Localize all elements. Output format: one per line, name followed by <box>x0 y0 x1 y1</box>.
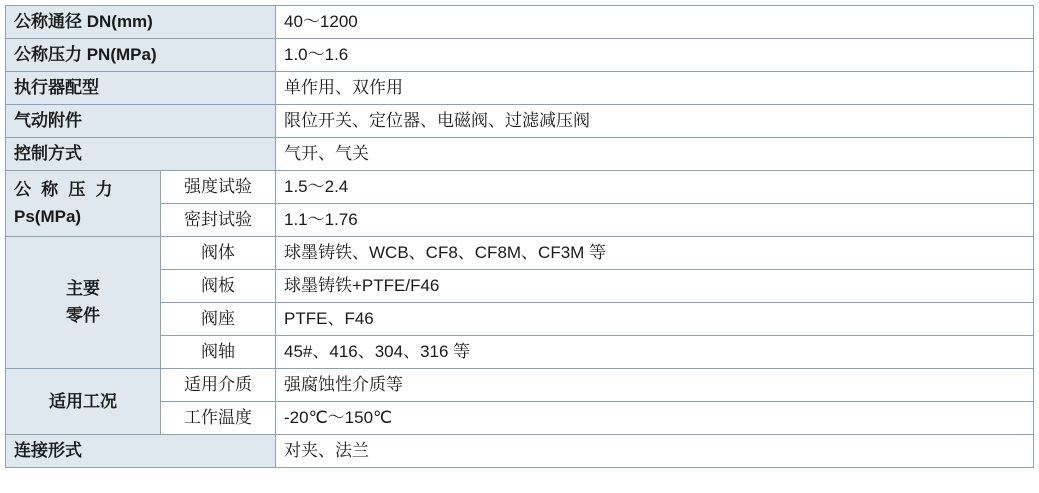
row-value-nominal-diameter: 40～1200 <box>276 6 1034 39</box>
row-label-nominal-diameter: 公称通径 DN(mm) <box>6 6 276 39</box>
row-value-valve-seat: PTFE、F46 <box>276 303 1034 336</box>
table-row <box>6 138 1034 171</box>
group-label-main-parts-line1: 主要 <box>66 279 100 299</box>
table-row <box>6 369 1034 402</box>
table-row <box>6 237 1034 270</box>
row-label-actuator-type: 执行器配型 <box>6 72 276 105</box>
row-value-actuator-type: 单作用、双作用 <box>276 72 1034 105</box>
row-value-applicable-medium: 强腐蚀性介质等 <box>276 369 1034 402</box>
row-label-control-mode: 控制方式 <box>6 138 276 171</box>
specification-table <box>5 5 1034 468</box>
sub-label-seal-test: 密封试验 <box>161 204 276 237</box>
row-value-control-mode: 气开、气关 <box>276 138 1034 171</box>
group-label-test-pressure <box>6 171 161 237</box>
table-row <box>6 270 1034 303</box>
row-label-pneumatic-accessories: 气动附件 <box>6 105 276 138</box>
row-label-nominal-pressure: 公称压力 PN(MPa) <box>6 39 276 72</box>
sub-label-valve-body: 阀体 <box>161 237 276 270</box>
table-row <box>6 303 1034 336</box>
table-row <box>6 435 1034 468</box>
row-value-pneumatic-accessories: 限位开关、定位器、电磁阀、过滤减压阀 <box>276 105 1034 138</box>
group-label-main-parts <box>6 237 161 369</box>
row-label-connection-type: 连接形式 <box>6 435 276 468</box>
group-label-test-pressure-line2: Ps(MPa) <box>14 206 82 226</box>
row-value-working-temperature: -20℃～150℃ <box>276 402 1034 435</box>
row-value-valve-body: 球墨铸铁、WCB、CF8、CF8M、CF3M 等 <box>276 237 1034 270</box>
table-row <box>6 402 1034 435</box>
row-value-valve-shaft: 45#、416、304、316 等 <box>276 336 1034 369</box>
sub-label-valve-plate: 阀板 <box>161 270 276 303</box>
row-value-valve-plate: 球墨铸铁+PTFE/F46 <box>276 270 1034 303</box>
row-value-strength-test: 1.5～2.4 <box>276 171 1034 204</box>
row-value-connection-type: 对夹、法兰 <box>276 435 1034 468</box>
table-row <box>6 105 1034 138</box>
sub-label-working-temperature: 工作温度 <box>161 402 276 435</box>
table-row <box>6 336 1034 369</box>
sub-label-strength-test: 强度试验 <box>161 171 276 204</box>
table-row <box>6 171 1034 204</box>
table-row <box>6 6 1034 39</box>
table-row <box>6 72 1034 105</box>
sub-label-applicable-medium: 适用介质 <box>161 369 276 402</box>
sub-label-valve-shaft: 阀轴 <box>161 336 276 369</box>
table-row <box>6 39 1034 72</box>
group-label-working-conditions: 适用工况 <box>6 369 161 435</box>
sub-label-valve-seat: 阀座 <box>161 303 276 336</box>
table-row <box>6 204 1034 237</box>
row-value-nominal-pressure: 1.0～1.6 <box>276 39 1034 72</box>
group-label-main-parts-line2: 零件 <box>66 305 100 325</box>
group-label-test-pressure-line1: 公 称 压 力 <box>14 180 116 200</box>
row-value-seal-test: 1.1～1.76 <box>276 204 1034 237</box>
